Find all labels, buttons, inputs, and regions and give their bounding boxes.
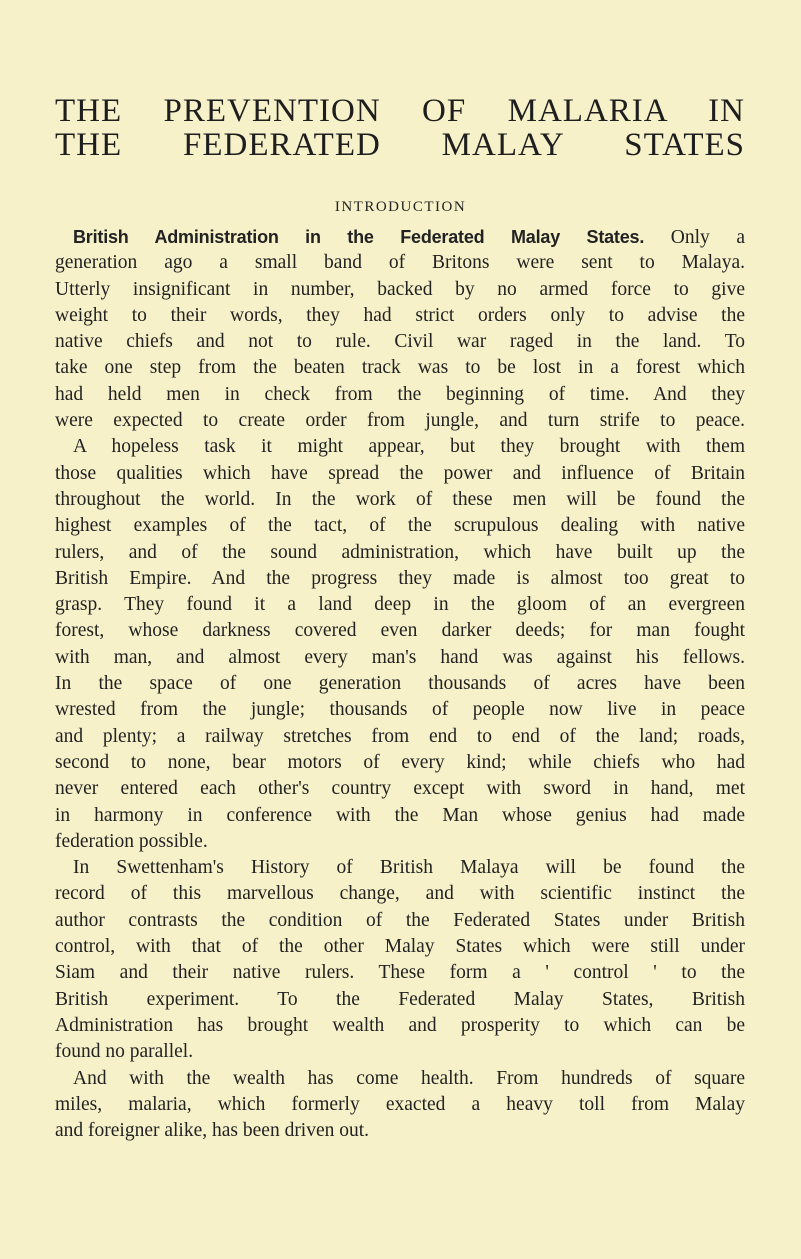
text-line: wrested from the jungle; thousands of people now live in peace: [55, 699, 745, 721]
title-line-2: THE FEDERATED MALAY STATES: [55, 127, 745, 163]
text-line: generation ago a small band of Britons were sent to Malaya.: [55, 252, 745, 274]
text-line: grasp. They found it a land deep in the gloom of an evergreen: [55, 594, 745, 616]
text-line: were expected to create order from jungle, and turn strife to peace.: [55, 410, 745, 432]
text-line: federation possible.: [55, 830, 208, 852]
text-line: and foreigner alike, has been driven out.: [55, 1120, 370, 1142]
text-line: A hopeless task it might appear, but they brought with them: [73, 436, 745, 458]
text-line: forest, whose darkness covered even darker deeds; for man fought: [55, 620, 745, 642]
text-line: author contrasts the condition of the Federated States under British: [55, 909, 745, 931]
text-line: and plenty; a railway stretches from end to end of the land; roads,: [55, 725, 745, 747]
text-line: control, with that of the other Malay States which were still under: [55, 936, 745, 958]
text-line: in harmony in conference with the Man whose genius had made: [55, 804, 745, 826]
text-line: In the space of one generation thousands of acres have been: [55, 673, 745, 695]
text-line: British Empire. And the progress they made is almost too great to: [55, 567, 745, 589]
text-line: Utterly insignificant in number, backed by no armed force to give: [55, 278, 745, 300]
text-line: miles, malaria, which formerly exacted a heavy toll from Malay: [55, 1093, 745, 1115]
text-line: British experiment. To the Federated Malay States, British: [55, 988, 745, 1010]
text-line: weight to their words, they had strict orders only to advise the: [55, 304, 745, 326]
section-heading: INTRODUCTION: [334, 199, 467, 215]
title-line-1: THE PREVENTION OF MALARIA IN: [55, 93, 745, 129]
text-line: found no parallel.: [55, 1041, 194, 1063]
text-line: Administration has brought wealth and prosperity to which can be: [55, 1014, 745, 1036]
text-line: with man, and almost every man's hand was against his fellows.: [55, 646, 745, 668]
text-line: throughout the world. In the work of these men will be found the: [55, 488, 745, 510]
run-in-heading: British Administration in the Federated Malay States.: [73, 227, 645, 247]
body-text: [55, 224, 745, 1144]
text-line: take one step from the beaten track was to be lost in a forest which: [55, 357, 745, 379]
text-line: had held men in check from the beginning of time. And they: [55, 383, 745, 405]
text-line: second to none, bear motors of every kind; while chiefs who had: [55, 751, 745, 773]
text-line: native chiefs and not to rule. Civil war raged in the land. To: [55, 331, 745, 353]
text-line: Siam and their native rulers. These form a ' control ' to the: [55, 962, 745, 984]
text-line: highest examples of the tact, of the scrupulous dealing with native: [55, 515, 745, 537]
text-line: those qualities which have spread the power and influence of Britain: [55, 462, 745, 484]
text-line: rulers, and of the sound administration, which have built up the: [55, 541, 745, 563]
text-line: record of this marvellous change, and with scientific instinct the: [55, 883, 745, 905]
line-text: Only a: [644, 227, 746, 248]
text-line: never entered each other's country except with sword in hand, met: [55, 778, 745, 800]
text-line: In Swettenham's History of British Malaya will be found the: [73, 857, 745, 879]
text-line: And with the wealth has come health. From hundreds of square: [73, 1067, 745, 1089]
text-line: [55, 224, 745, 250]
